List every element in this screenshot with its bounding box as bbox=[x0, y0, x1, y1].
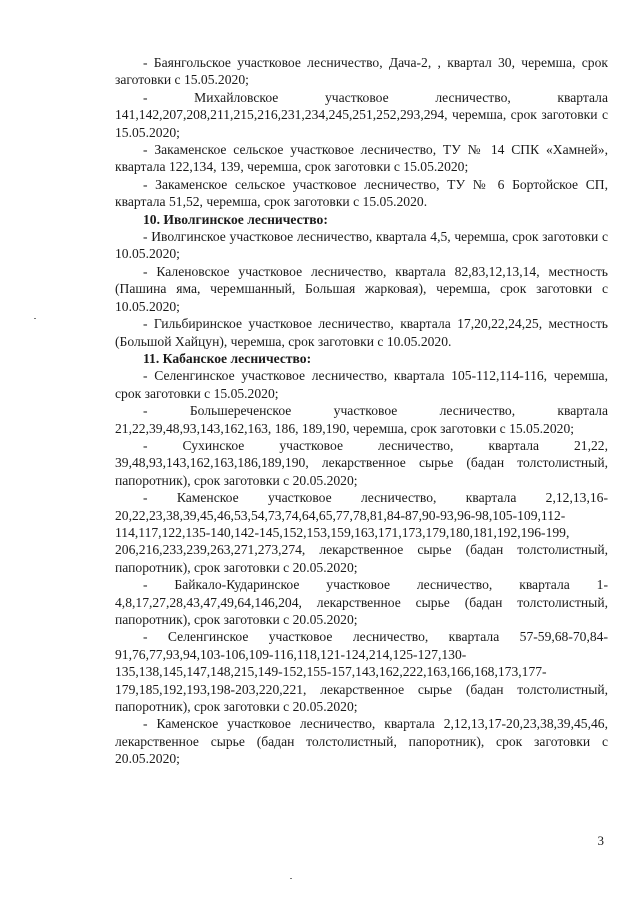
list-item: - Селенгинское участковое лесничество, квартала 57-59,68-70,84-91,76,77,93,94,103-106,109-116,118,121-124,214,125-127,130-135,138,145,147,148,215,149-152,155-157,143,162,222,163,166,168,173,177-179,185,192,193,198-203,220,221, лекарственное сырье (бадан толстолистный, папоротник), срок заготовки с 20.05.2020; bbox=[115, 629, 608, 715]
list-item: - Гильбиринское участковое лесничество, квартала 17,20,22,24,25, местность (Большой Хайцун), черемша, срок заготовки с 10.05.2020. bbox=[115, 316, 608, 349]
section-heading: 10. Иволгинское лесничество: bbox=[143, 211, 328, 227]
section-ivolginskoe bbox=[115, 211, 608, 350]
list-item: - Байкало-Кударинское участковое лесничество, квартала 1-4,8,17,27,28,43,47,49,64,146,204, лекарственное сырье (бадан толстолистный, папоротник), срок заготовки с 20.05.2020; bbox=[115, 577, 608, 627]
list-item: - Закаменское сельское участковое лесничество, ТУ № 14 СПК «Хамней», квартала 122,134, 139, черемша, срок заготовки с 15.05.2020; bbox=[115, 142, 608, 175]
section-heading: 11. Кабанское лесничество: bbox=[143, 350, 312, 366]
list-item: - Закаменское сельское участковое лесничество, ТУ № 6 Бортойское СП, квартала 51,52, черемша, срок заготовки с 15.05.2020. bbox=[115, 176, 608, 210]
list-item: - Сухинское участковое лесничество, квартала 21,22, 39,48,93,143,162,163,186,189,190, лекарственное сырье (бадан толстолистный, папоротник), срок заготовки с 20.05.2020; bbox=[115, 437, 608, 488]
list-item: - Большереченское участковое лесничество, квартала 21,22,39,48,93,143,162,163, 186, 189,190, черемша, срок заготовки с 15.05.2020; bbox=[115, 403, 608, 436]
scan-speck bbox=[34, 318, 36, 319]
section-continuation bbox=[115, 54, 608, 211]
list-item: - Каменское участковое лесничество, квартала 2,12,13,16-20,22,23,38,39,45,46,53,54,73,74,64,65,77,78,81,84-87,90-93,96-98,105-109,112-114,117,122,135-140,142-145,152,153,159,163,171,173,179,180,181,192,196-199, 206,216,233,239,263,271,273,274, лекарственное сырье (бадан толстолистный, папоротник), срок заготовки с 20.05.2020; bbox=[115, 490, 608, 575]
list-item: - Баянгольское участковое лесничество, Дача-2, , квартал 30, черемша, срок заготовки с 15.05.2020; bbox=[115, 55, 608, 88]
document-page bbox=[115, 54, 608, 768]
scan-speck bbox=[290, 878, 292, 879]
list-item: - Каленовское участковое лесничество, квартала 82,83,12,13,14, местность (Пашина яма, черемшанный, Большая жарковая), черемша, срок заготовки с 10.05.2020; bbox=[115, 263, 608, 314]
section-kabanskoe bbox=[115, 350, 608, 768]
list-item: - Михайловское участковое лесничество, квартала 141,142,207,208,211,215,216,231,234,245,251,252,293,294, черемша, срок заготовки с 15.05.2020; bbox=[115, 89, 608, 140]
list-item: - Иволгинское участковое лесничество, квартала 4,5, черемша, срок заготовки с 10.05.2020; bbox=[115, 229, 608, 262]
list-item: - Каменское участковое лесничество, квартала 2,12,13,17-20,23,38,39,45,46, лекарственное сырье (бадан толстолистный, папоротник), срок заготовки с 20.05.2020; bbox=[115, 716, 608, 767]
list-item: - Селенгинское участковое лесничество, квартала 105-112,114-116, черемша, срок заготовки с 15.05.2020; bbox=[115, 368, 608, 401]
page-number: 3 bbox=[597, 833, 604, 848]
